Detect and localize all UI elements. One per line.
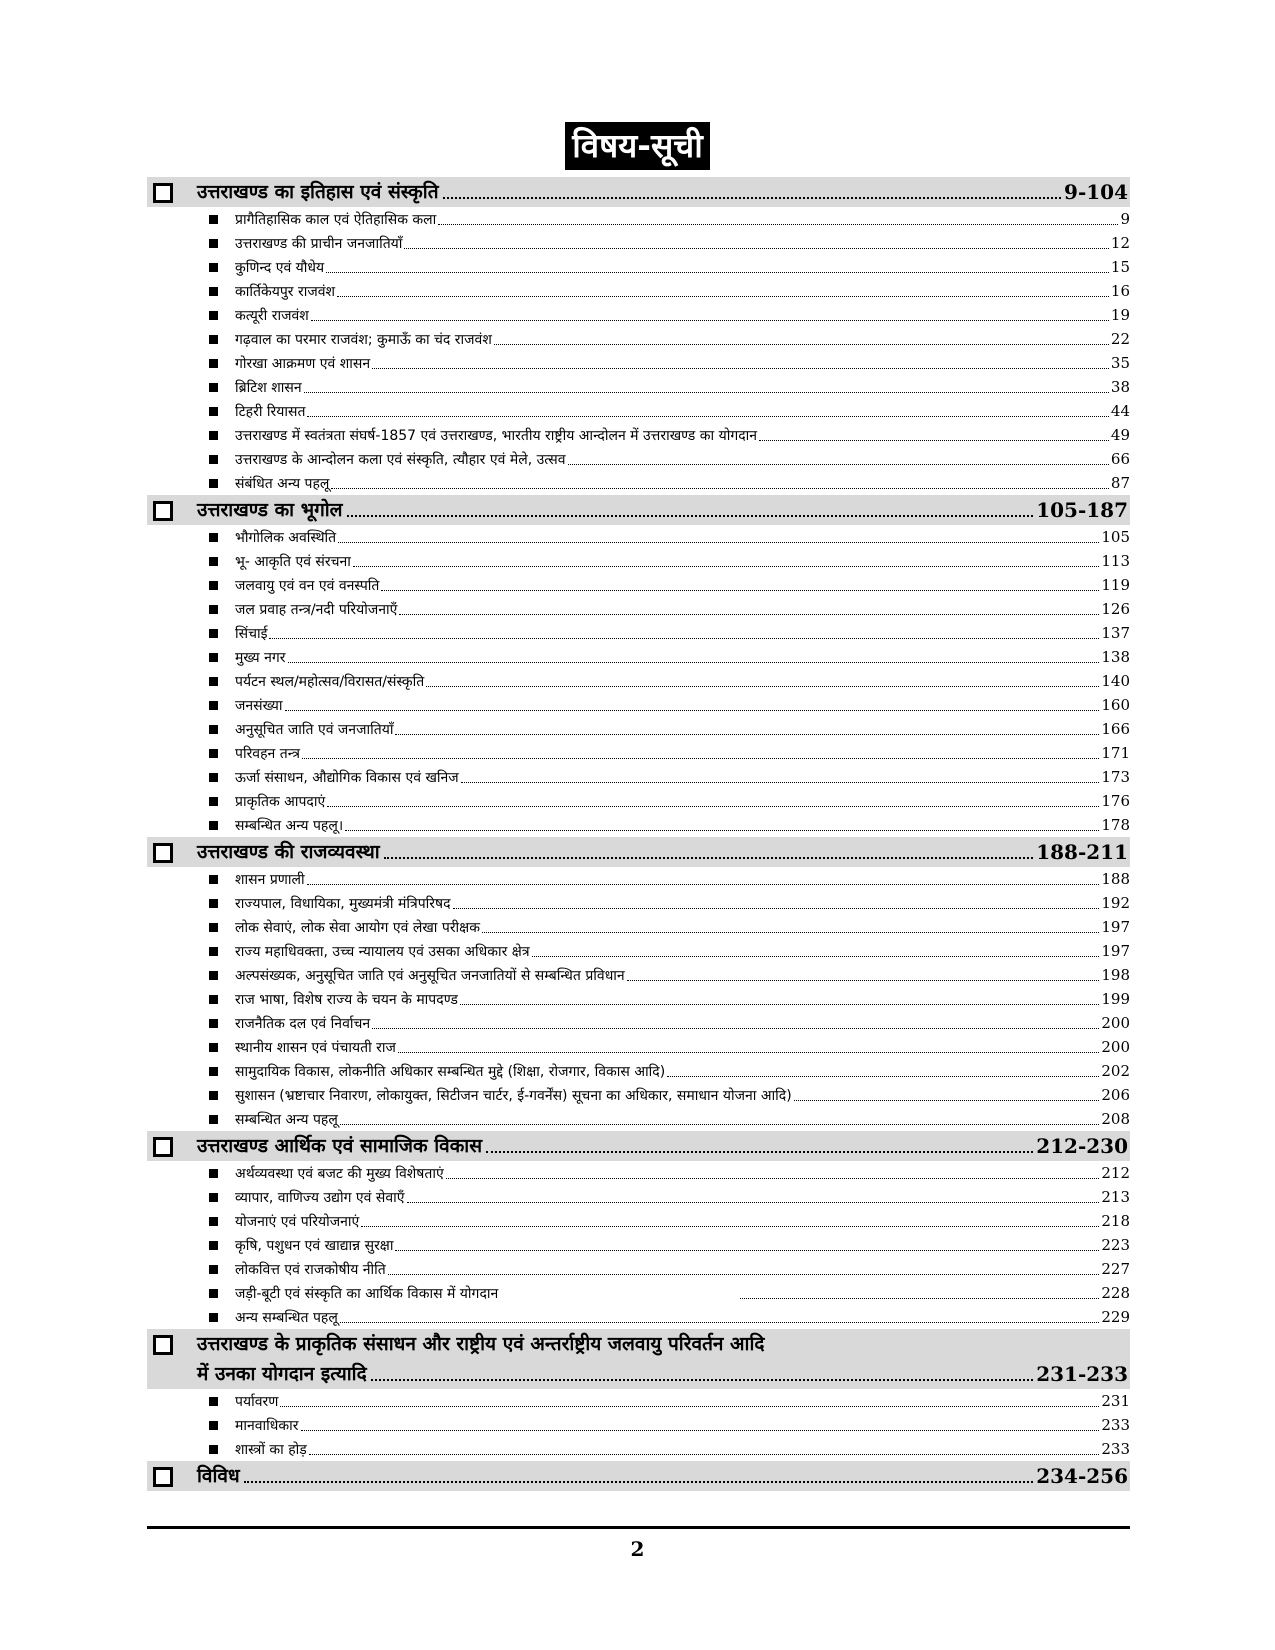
footer-rule	[147, 1526, 1130, 1529]
toc-item-page: 199	[1101, 990, 1130, 1008]
toc-item-label: पर्यावरण	[235, 1393, 279, 1410]
toc-item[interactable]	[147, 987, 1130, 1011]
section-page-range: 212-230	[1036, 1134, 1128, 1158]
toc-item[interactable]	[147, 231, 1130, 255]
toc-item-label: अल्पसंख्यक, अनुसूचित जाति एवं अनुसूचित जनजातियों से सम्बन्धित प्रविधान	[235, 967, 625, 984]
bullet-square-icon	[209, 1019, 218, 1028]
toc-item-page: 231	[1101, 1392, 1130, 1410]
toc-item[interactable]	[147, 1083, 1130, 1107]
toc-item[interactable]	[147, 1233, 1130, 1257]
toc-item[interactable]	[147, 693, 1130, 717]
toc-item-page: 9	[1120, 210, 1130, 228]
dot-leader	[460, 1004, 1100, 1005]
section-heading-text: उत्तराखण्ड के प्राकृतिक संसाधन और राष्ट्रीय एवं अन्तर्राष्ट्रीय जलवायु परिवर्तन आदि	[197, 1333, 765, 1355]
bullet-square-icon	[209, 875, 218, 884]
bullet-square-icon	[209, 215, 218, 224]
toc-item-label: संबंधित अन्य पहलू	[235, 475, 330, 492]
bullet-square-icon	[209, 1193, 218, 1202]
bullet-square-icon	[209, 1043, 218, 1052]
dot-leader	[453, 908, 1100, 909]
toc-item-page: 233	[1101, 1440, 1130, 1458]
dot-leader	[438, 224, 1118, 225]
bullet-square-icon	[209, 1169, 218, 1178]
toc-item-label: उत्तराखण्ड की प्राचीन जनजातियाँ	[235, 235, 403, 252]
toc-item-page: 198	[1101, 966, 1130, 984]
toc-item[interactable]	[147, 573, 1130, 597]
toc-item-page: 119	[1101, 576, 1130, 594]
toc-item-label: गढ़वाल का परमार राजवंश; कुमाऊँ का चंद राजवंश	[235, 331, 492, 348]
toc-item-page: 44	[1110, 402, 1130, 420]
toc-item-label: भौगोलिक अवस्थिति	[235, 529, 337, 546]
dot-leader	[398, 1052, 1099, 1053]
section-heading-line	[197, 495, 1128, 525]
dot-leader	[347, 515, 1034, 517]
toc-item-page: 178	[1101, 816, 1130, 834]
section-heading[interactable]	[147, 177, 1130, 207]
dot-leader	[307, 416, 1108, 417]
toc-item-page: 49	[1110, 426, 1130, 444]
bullet-square-icon	[209, 1067, 218, 1076]
dot-leader	[244, 1481, 1034, 1483]
section-page-range: 9-104	[1064, 180, 1128, 204]
bullet-square-icon	[209, 971, 218, 980]
bullet-square-icon	[209, 1397, 218, 1406]
toc-item-page: 113	[1101, 552, 1130, 570]
section-heading[interactable]	[147, 495, 1130, 525]
dot-leader	[371, 1379, 1034, 1381]
dot-leader	[627, 980, 1100, 981]
toc-item[interactable]	[147, 423, 1130, 447]
toc-item[interactable]	[147, 1413, 1130, 1437]
bullet-square-icon	[209, 923, 218, 932]
dot-leader	[337, 296, 1109, 297]
bullet-square-icon	[209, 533, 218, 542]
dot-leader	[426, 686, 1099, 687]
toc-item-page: 188	[1101, 870, 1130, 888]
toc-item-label: ऊर्जा संसाधन, औद्योगिक विकास एवं खनिज	[235, 769, 459, 786]
section-heading-line	[197, 1461, 1128, 1491]
toc-item-page: 227	[1101, 1260, 1130, 1278]
toc-item[interactable]	[147, 645, 1130, 669]
checkbox-icon	[153, 843, 173, 863]
bullet-square-icon	[209, 263, 218, 272]
title-wrap	[0, 122, 1275, 170]
toc-item-page: 212	[1101, 1164, 1130, 1182]
toc-item-page: 192	[1101, 894, 1130, 912]
toc-item-label: जलवायु एवं वन एवं वनस्पति	[235, 577, 380, 594]
checkbox-icon	[153, 501, 173, 521]
dot-leader	[407, 1202, 1100, 1203]
dot-leader	[302, 758, 1099, 759]
bullet-square-icon	[209, 1217, 218, 1226]
toc-item-page: 197	[1101, 918, 1130, 936]
toc-item[interactable]	[147, 447, 1130, 471]
toc-item-page: 105	[1101, 528, 1130, 546]
dot-leader	[361, 1226, 1099, 1227]
toc-item[interactable]	[147, 597, 1130, 621]
bullet-square-icon	[209, 947, 218, 956]
toc-item[interactable]	[147, 1059, 1130, 1083]
section-heading-text: में उनका योगदान इत्यादि	[197, 1363, 367, 1385]
section-page-range: 188-211	[1036, 840, 1128, 864]
toc-item-label: परिवहन तन्त्र	[235, 745, 300, 762]
toc-item[interactable]	[147, 621, 1130, 645]
dot-leader	[340, 1322, 1100, 1323]
bullet-square-icon	[209, 239, 218, 248]
toc-item-label: शास्त्रों का होड़	[235, 1441, 307, 1458]
toc-item-label: कार्तिकेयपुर राजवंश	[235, 283, 336, 300]
section-heading-text: उत्तराखण्ड का इतिहास एवं संस्कृति	[197, 181, 439, 203]
bullet-square-icon	[209, 1313, 218, 1322]
toc-item-label: कृषि, पशुधन एवं खाद्यान्न सुरक्षा	[235, 1237, 394, 1254]
toc-item-label: ब्रिटिश शासन	[235, 379, 302, 396]
dot-leader	[532, 956, 1100, 957]
toc-item[interactable]	[147, 351, 1130, 375]
dot-leader	[288, 662, 1100, 663]
bullet-square-icon	[209, 797, 218, 806]
dot-leader	[794, 1100, 1100, 1101]
toc-item[interactable]	[147, 963, 1130, 987]
dot-leader	[285, 710, 1100, 711]
dot-leader	[311, 320, 1109, 321]
toc-item[interactable]	[147, 375, 1130, 399]
dot-leader	[667, 1076, 1099, 1077]
dot-leader	[388, 1274, 1100, 1275]
dot-leader	[404, 248, 1108, 249]
page-number: 2	[630, 1537, 645, 1561]
dot-leader	[395, 1250, 1099, 1251]
section-heading-line1	[197, 1329, 1128, 1359]
toc-item-label: योजनाएं एवं परियोजनाएं	[235, 1213, 360, 1230]
toc-item[interactable]	[147, 525, 1130, 549]
toc-item[interactable]	[147, 1107, 1130, 1131]
bullet-square-icon	[209, 1445, 218, 1454]
bullet-square-icon	[209, 1265, 218, 1274]
bullet-square-icon	[209, 899, 218, 908]
toc-item-page: 16	[1110, 282, 1130, 300]
bullet-square-icon	[209, 311, 218, 320]
toc-item-label: कत्यूरी राजवंश	[235, 307, 309, 324]
toc-item-label: अर्थव्यवस्था एवं बजट की मुख्य विशेषताएं	[235, 1165, 444, 1182]
toc-item-page: 229	[1101, 1308, 1130, 1326]
bullet-square-icon	[209, 431, 218, 440]
toc-item[interactable]	[147, 255, 1130, 279]
toc-item-label: जल प्रवाह तन्त्र/नदी परियोजनाएँ	[235, 601, 398, 618]
section-heading-line	[197, 177, 1128, 207]
section-page-range: 234-256	[1036, 1464, 1128, 1488]
dot-leader	[443, 197, 1062, 199]
toc-item[interactable]	[147, 741, 1130, 765]
dot-leader	[301, 1430, 1100, 1431]
toc-item[interactable]	[147, 327, 1130, 351]
toc-item-label: राज्य महाधिवक्ता, उच्च न्यायालय एवं उसका अधिकार क्षेत्र	[235, 943, 530, 960]
toc-item[interactable]	[147, 1305, 1130, 1329]
toc-item-page: 12	[1110, 234, 1130, 252]
dot-leader	[280, 1406, 1099, 1407]
toc-item[interactable]	[147, 1011, 1130, 1035]
toc-item[interactable]	[147, 1389, 1130, 1413]
dot-leader	[327, 806, 1099, 807]
checkbox-icon	[153, 1467, 173, 1487]
toc-item[interactable]	[147, 207, 1130, 231]
toc-item-label: स्थानीय शासन एवं पंचायती राज	[235, 1039, 396, 1056]
toc-item-label: जनसंख्या	[235, 697, 283, 714]
bullet-square-icon	[209, 995, 218, 1004]
toc-item-page: 197	[1101, 942, 1130, 960]
bullet-square-icon	[209, 1289, 218, 1298]
toc-item-label: राजनैतिक दल एवं निर्वाचन	[235, 1015, 371, 1032]
toc-item-page: 35	[1110, 354, 1130, 372]
bullet-square-icon	[209, 821, 218, 830]
toc-item-page: 66	[1110, 450, 1130, 468]
toc-item[interactable]	[147, 471, 1130, 495]
toc-item[interactable]	[147, 1185, 1130, 1209]
toc-item-label: कुणिन्द एवं यौधेय	[235, 259, 325, 276]
toc-item-label: उत्तराखण्ड के आन्दोलन कला एवं संस्कृति, त्यौहार एवं मेले, उत्सव	[235, 451, 566, 468]
checkbox-icon	[153, 1137, 173, 1157]
toc-item-page: 138	[1101, 648, 1130, 666]
dot-leader	[494, 344, 1109, 345]
toc-item[interactable]	[147, 717, 1130, 741]
dot-leader	[482, 932, 1099, 933]
toc-item[interactable]	[147, 1281, 1130, 1305]
toc-item-page: 176	[1101, 792, 1130, 810]
toc-item-page: 218	[1101, 1212, 1130, 1230]
bullet-square-icon	[209, 701, 218, 710]
dot-leader-gap	[498, 1293, 1101, 1294]
dot-leader	[759, 440, 1109, 441]
toc-item-label: उत्तराखण्ड में स्वतंत्रता संघर्ष-1857 एवं उत्तराखण्ड, भारतीय राष्ट्रीय आन्दोलन में उत्तराखण्ड का योगदान	[235, 427, 758, 444]
toc-item[interactable]	[147, 1209, 1130, 1233]
toc-item-page: 126	[1101, 600, 1130, 618]
bullet-square-icon	[209, 725, 218, 734]
toc-item-label: प्रागैतिहासिक काल एवं ऐतिहासिक कला	[235, 211, 437, 228]
toc-item-page: 137	[1101, 624, 1130, 642]
toc-item-page: 171	[1101, 744, 1130, 762]
bullet-square-icon	[209, 653, 218, 662]
toc-item-page: 173	[1101, 768, 1130, 786]
toc-item-page: 223	[1101, 1236, 1130, 1254]
toc-item-page: 202	[1101, 1062, 1130, 1080]
checkbox-icon	[153, 183, 173, 203]
toc-item[interactable]	[147, 279, 1130, 303]
dot-leader	[340, 1124, 1100, 1125]
toc-item-page: 208	[1101, 1110, 1130, 1128]
section-heading-text: विविध	[197, 1465, 240, 1487]
toc-item[interactable]	[147, 789, 1130, 813]
toc-item[interactable]	[147, 399, 1130, 423]
dot-leader	[372, 368, 1109, 369]
section-heading-line2	[197, 1359, 1128, 1389]
toc-item-page: 140	[1101, 672, 1130, 690]
bullet-square-icon	[209, 1421, 218, 1430]
bullet-square-icon	[209, 557, 218, 566]
section-page-range: 231-233	[1036, 1362, 1128, 1386]
toc-item-label: राज भाषा, विशेष राज्य के चयन के मापदण्ड	[235, 991, 458, 1008]
toc-item-page: 206	[1101, 1086, 1130, 1104]
dot-leader	[399, 614, 1099, 615]
dot-leader	[461, 782, 1100, 783]
toc-item[interactable]	[147, 813, 1130, 837]
toc-item[interactable]	[147, 867, 1130, 891]
bullet-square-icon	[209, 287, 218, 296]
toc-item-label: पर्यटन स्थल/महोत्सव/विरासत/संस्कृति	[235, 673, 425, 690]
page-title: विषय-सूची	[565, 122, 710, 170]
toc-item[interactable]	[147, 303, 1130, 327]
toc-item-label: राज्यपाल, विधायिका, मुख्यमंत्री मंत्रिपरिषद	[235, 895, 451, 912]
toc-item-page: 22	[1110, 330, 1130, 348]
toc-item-label: प्राकृतिक आपदाएं	[235, 793, 326, 810]
toc-item-label: भू- आकृति एवं संरचना	[235, 553, 351, 570]
toc-item-page: 166	[1101, 720, 1130, 738]
bullet-square-icon	[209, 1115, 218, 1124]
toc-item-page: 233	[1101, 1416, 1130, 1434]
toc-item-label: जड़ी-बूटी एवं संस्कृति का आर्थिक विकास में योगदान	[235, 1285, 499, 1302]
bullet-square-icon	[209, 605, 218, 614]
bullet-square-icon	[209, 581, 218, 590]
toc-item[interactable]	[147, 1161, 1130, 1185]
toc-item-label: टिहरी रियासत	[235, 403, 306, 420]
dot-leader	[331, 488, 1109, 489]
toc-item-label: व्यापार, वाणिज्य उद्योग एवं सेवाएँ	[235, 1189, 405, 1206]
dot-leader	[446, 1178, 1100, 1179]
dot-leader	[307, 884, 1100, 885]
section-heading[interactable]	[147, 1461, 1130, 1491]
toc-item-page: 160	[1101, 696, 1130, 714]
bullet-square-icon	[209, 677, 218, 686]
toc-item-page: 15	[1110, 258, 1130, 276]
bullet-square-icon	[209, 455, 218, 464]
toc-item[interactable]	[147, 669, 1130, 693]
dot-leader	[372, 1028, 1099, 1029]
dot-leader	[309, 1454, 1100, 1455]
toc-item-label: सम्बन्धित अन्य पहलू।	[235, 817, 344, 834]
bullet-square-icon	[209, 383, 218, 392]
toc-item-page: 228	[1101, 1284, 1130, 1302]
toc-item-label: सुशासन (भ्रष्टाचार निवारण, लोकायुक्त, सिटीजन चार्टर, ई-गवर्नेंस) सूचना का अधिकार, समाधान योजना आदि)	[235, 1087, 792, 1104]
section-heading[interactable]	[147, 837, 1130, 867]
bullet-square-icon	[209, 1091, 218, 1100]
toc-item-label: सिंचाई	[235, 625, 268, 642]
table-of-contents	[147, 177, 1130, 1491]
dot-leader	[338, 542, 1099, 543]
bullet-square-icon	[209, 359, 218, 368]
checkbox-icon	[153, 1335, 173, 1355]
toc-item[interactable]	[147, 1035, 1130, 1059]
toc-item[interactable]	[147, 549, 1130, 573]
dot-leader	[568, 464, 1109, 465]
toc-item-page: 19	[1110, 306, 1130, 324]
section-heading-text: उत्तराखण्ड का भूगोल	[197, 499, 343, 521]
toc-item-label: सामुदायिक विकास, लोकनीति अधिकार सम्बन्धित मुद्दे (शिक्षा, रोजगार, विकास आदि)	[235, 1063, 666, 1080]
bullet-square-icon	[209, 749, 218, 758]
toc-item-label: मानवाधिकार	[235, 1417, 299, 1434]
section-page-range: 105-187	[1036, 498, 1128, 522]
section-heading-line	[197, 837, 1128, 867]
bullet-square-icon	[209, 479, 218, 488]
dot-leader	[345, 830, 1099, 831]
section-heading[interactable]	[147, 1131, 1130, 1161]
toc-item-page: 213	[1101, 1188, 1130, 1206]
dot-leader	[304, 392, 1109, 393]
dot-leader	[381, 590, 1099, 591]
toc-item-label: मुख्य नगर	[235, 649, 286, 666]
section-heading-text: उत्तराखण्ड आर्थिक एवं सामाजिक विकास	[197, 1135, 483, 1157]
toc-item-label: सम्बन्धित अन्य पहलू	[235, 1111, 338, 1128]
section-heading[interactable]	[147, 1329, 1130, 1389]
toc-item-label: अनुसूचित जाति एवं जनजातियाँ	[235, 721, 394, 738]
toc-item[interactable]	[147, 915, 1130, 939]
bullet-square-icon	[209, 629, 218, 638]
dot-leader	[269, 638, 1099, 639]
bullet-square-icon	[209, 407, 218, 416]
toc-item[interactable]	[147, 1437, 1130, 1461]
toc-item[interactable]	[147, 1257, 1130, 1281]
section-heading-text: उत्तराखण्ड की राजव्यवस्था	[197, 841, 380, 863]
toc-item-label: लोक सेवाएं, लोक सेवा आयोग एवं लेखा परीक्षक	[235, 919, 480, 936]
toc-item-page: 200	[1101, 1038, 1130, 1056]
toc-item-page: 200	[1101, 1014, 1130, 1032]
dot-leader	[384, 857, 1034, 859]
bullet-square-icon	[209, 335, 218, 344]
dot-leader	[395, 734, 1099, 735]
toc-item-label: अन्य सम्बन्धित पहलू	[235, 1309, 338, 1326]
toc-item[interactable]	[147, 765, 1130, 789]
section-heading-line	[197, 1131, 1128, 1161]
toc-item[interactable]	[147, 891, 1130, 915]
dot-leader	[353, 566, 1099, 567]
bullet-square-icon	[209, 773, 218, 782]
bullet-square-icon	[209, 1241, 218, 1250]
dot-leader	[740, 1298, 1099, 1299]
dot-leader	[486, 1151, 1033, 1153]
toc-item[interactable]	[147, 939, 1130, 963]
toc-item-label: लोकवित्त एवं राजकोषीय नीति	[235, 1261, 386, 1278]
toc-item-page: 87	[1110, 474, 1130, 492]
toc-item-page: 38	[1110, 378, 1130, 396]
dot-leader	[326, 272, 1109, 273]
toc-item-label: शासन प्रणाली	[235, 871, 305, 888]
toc-item-label: गोरखा आक्रमण एवं शासन	[235, 355, 371, 372]
